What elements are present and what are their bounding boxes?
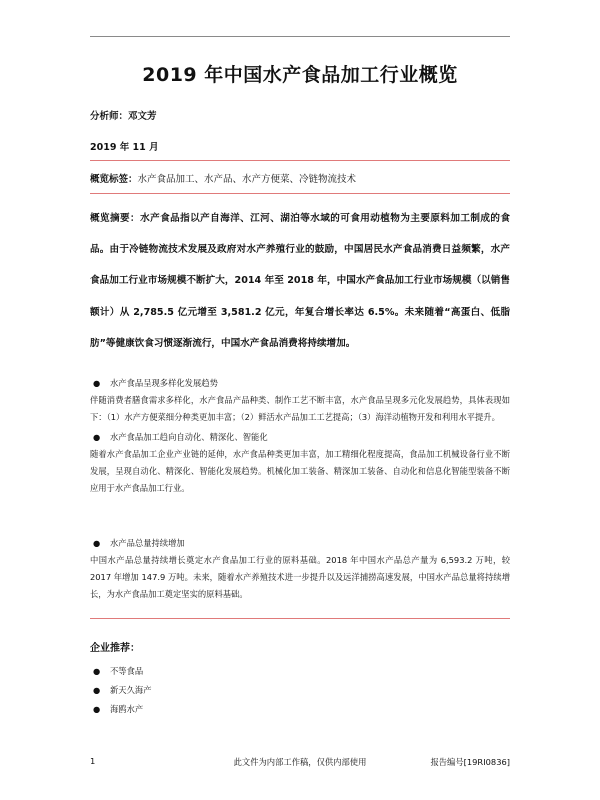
section-heading	[90, 431, 510, 444]
divider-3	[90, 618, 510, 619]
report-date: 2019 年 11 月	[90, 142, 159, 153]
footer-note: 此文件为内部工作稿，仅供内部使用	[233, 757, 367, 767]
company-name: 不等食品	[110, 666, 144, 676]
list-item	[90, 681, 152, 700]
tags-label: 概览标签：	[90, 174, 138, 185]
bullet-icon: ●	[93, 378, 101, 388]
recommend-title: 企业推荐：	[90, 643, 140, 654]
bullet-icon: ●	[93, 666, 101, 676]
section-heading-text: 水产食品加工趋向自动化、精深化、智能化	[110, 432, 268, 442]
abstract	[90, 203, 510, 359]
section-body: 中国水产品总量持续增长奠定水产食品加工行业的原料基础。2018 年中国水产品总产量为 6,593.2 万吨，较 2017 年增加 147.9 万吨。未来，随着水产养殖技术进一步提升以及远洋捕捞高速发展，中国水产品总量将持续增长，为水产食品加工奠定坚实的原料基础。	[90, 555, 510, 599]
abstract-label: 概览摘要：	[90, 213, 141, 224]
list-item	[90, 700, 152, 719]
tags-value: 水产食品加工、水产品、水产方便菜、冷链物流技术	[137, 174, 357, 185]
section-body: 伴随消费者膳食需求多样化，水产食品产品种类、制作工艺不断丰富，水产食品呈现多元化发展趋势，具体表现如下：（1）水产方便菜细分种类更加丰富；（2）鲜活水产品加工工艺提高；（3）海洋动植物开发和利用水平提升。	[90, 395, 510, 422]
list-item	[90, 662, 152, 681]
bullet-icon: ●	[93, 685, 101, 695]
report-title: 2019 年中国水产食品加工行业概览	[142, 64, 458, 86]
top-divider	[90, 36, 510, 37]
divider-1	[90, 160, 510, 161]
section-automation	[90, 431, 510, 497]
recommend-list	[90, 662, 152, 719]
section-body: 随着水产食品加工企业产业链的延伸，水产食品种类更加丰富，加工精细化程度提高，食品加工机械设备行业不断发展，呈现自动化、精深化、智能化发展趋势。机械化加工装备、精深加工装备、自动化和信息化智能型装备不断应用于水产食品加工行业。	[90, 449, 510, 493]
company-name: 新天久海产	[110, 685, 152, 695]
section-heading-text: 水产食品呈现多样化发展趋势	[110, 378, 218, 388]
tags-line	[90, 171, 356, 185]
section-diversification	[90, 377, 510, 426]
section-output-growth	[90, 537, 510, 603]
page-number: 1	[90, 756, 96, 766]
bullet-icon: ●	[93, 432, 101, 442]
bullet-icon: ●	[93, 704, 101, 714]
section-heading	[90, 377, 510, 390]
divider-2	[90, 193, 510, 194]
abstract-text: 水产食品指以产自海洋、江河、湖泊等水域的可食用动植物为主要原料加工制成的食品。由于冷链物流技术发展及政府对水产养殖行业的鼓励，中国居民水产食品消费日益频繁，水产食品加工行业市场规模不断扩大，2014 年至 2018 年，中国水产食品加工行业市场规模（以销售额计）从 2,785.5 亿元增至 3,581.2 亿元，年复合增长率达 6.5%。未来随着“高蛋白、低脂肪”等健康饮食习惯逐渐流行，中国水产食品消费将持续增加。	[90, 213, 511, 349]
bullet-icon: ●	[93, 538, 101, 548]
report-number: 报告编号[19RI0836]	[430, 757, 510, 767]
analyst-line: 分析师：邓文芳	[90, 111, 157, 122]
company-name: 海鸥水产	[110, 704, 144, 714]
section-heading	[90, 537, 510, 550]
section-heading-text: 水产品总量持续增加	[110, 538, 185, 548]
